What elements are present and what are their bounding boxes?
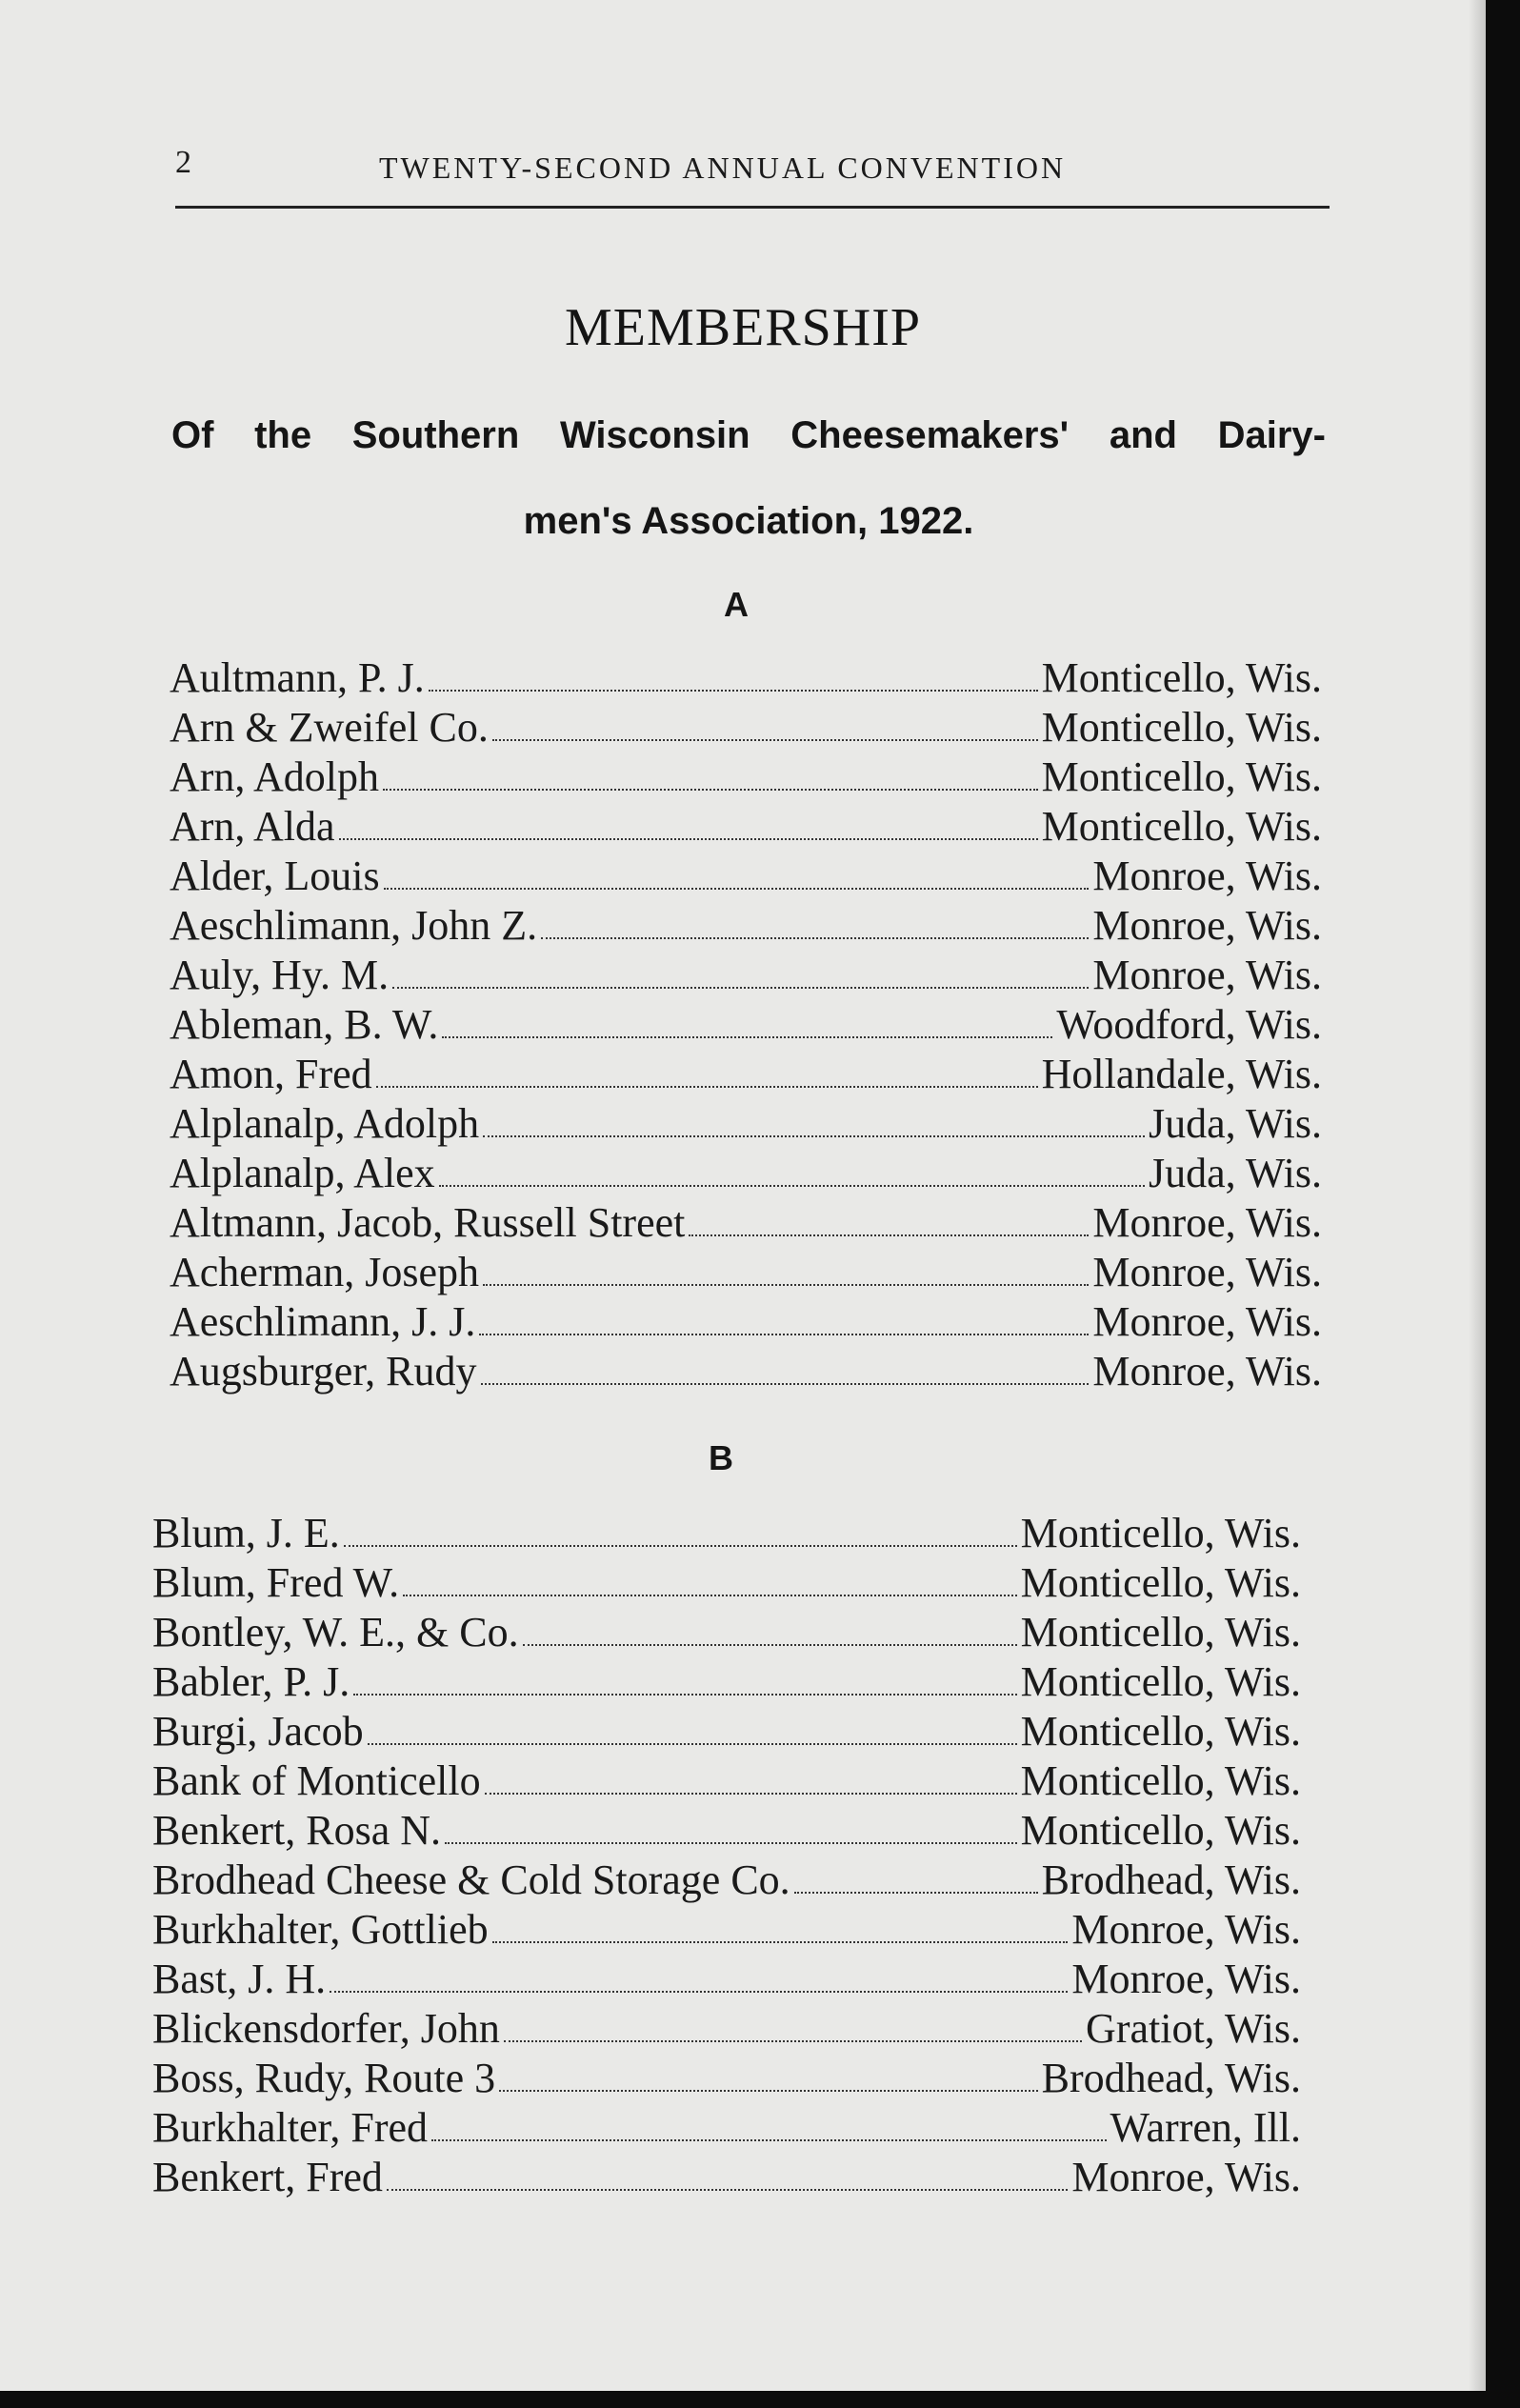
subtitle-line-2: men's Association, 1922. (523, 500, 974, 542)
dot-leader (485, 1793, 1017, 1795)
member-place: Monticello, Wis. (1041, 803, 1322, 850)
member-place: Juda, Wis. (1149, 1150, 1322, 1196)
member-place: Monroe, Wis. (1092, 902, 1322, 949)
member-place: Monroe, Wis. (1092, 952, 1322, 998)
member-place: Monticello, Wis. (1020, 1708, 1301, 1755)
member-name: Benkert, Fred (152, 2154, 383, 2200)
member-name: Arn, Adolph (170, 753, 379, 800)
list-item (152, 2103, 1301, 2153)
list-item (170, 852, 1322, 901)
list-item (170, 1297, 1322, 1347)
member-name: Benkert, Rosa N. (152, 1807, 442, 1854)
dot-leader (403, 1595, 1016, 1596)
member-name: Boss, Rudy, Route 3 (152, 2055, 496, 2101)
member-name: Aultmann, P. J. (170, 654, 425, 701)
member-name: Blum, Fred W. (152, 1559, 400, 1606)
dot-leader (353, 1694, 1016, 1696)
member-place: Monroe, Wis. (1071, 2154, 1301, 2200)
list-item (152, 1608, 1301, 1657)
member-place: Monroe, Wis. (1092, 853, 1322, 899)
member-place: Monticello, Wis. (1020, 1559, 1301, 1606)
dot-leader (344, 1545, 1017, 1547)
member-name: Babler, P. J. (152, 1658, 350, 1705)
list-item (170, 653, 1322, 703)
member-name: Alplanalp, Alex (170, 1150, 435, 1196)
list-item (170, 1000, 1322, 1050)
member-place: Brodhead, Wis. (1041, 2055, 1301, 2101)
dot-leader (387, 2189, 1068, 2191)
page-subtitle (171, 392, 1326, 564)
member-place: Woodford, Wis. (1056, 1001, 1322, 1048)
list-item (170, 1347, 1322, 1396)
member-name: Bontley, W. E., & Co. (152, 1609, 519, 1656)
member-place: Monticello, Wis. (1020, 1658, 1301, 1705)
member-name: Blum, J. E. (152, 1510, 340, 1556)
member-place: Monroe, Wis. (1092, 1199, 1322, 1246)
dot-leader (429, 690, 1038, 692)
header-rule (175, 206, 1330, 209)
member-name: Burkhalter, Fred (152, 2104, 429, 2151)
dot-leader (492, 739, 1038, 741)
member-name: Ableman, B. W. (170, 1001, 439, 1048)
member-name: Bank of Monticello (152, 1757, 481, 1804)
section-letter-a: A (724, 585, 749, 624)
dot-leader (445, 1842, 1017, 1844)
member-name: Burkhalter, Gottlieb (152, 1906, 489, 1953)
member-name: Auly, Hy. M. (170, 952, 390, 998)
member-name: Blickensdorfer, John (152, 2005, 500, 2052)
subtitle-line-1: Of the Southern Wisconsin Cheesemakers' and Dairy- (171, 414, 1326, 456)
member-place: Monroe, Wis. (1092, 1348, 1322, 1395)
member-name: Aeschlimann, John Z. (170, 902, 538, 949)
dot-leader (523, 1644, 1017, 1646)
dot-leader (689, 1234, 1089, 1236)
list-item (152, 1707, 1301, 1756)
member-name: Augsburger, Rudy (170, 1348, 477, 1395)
list-item (152, 2004, 1301, 2054)
section-a-list (170, 653, 1322, 1396)
list-item (170, 1099, 1322, 1149)
dot-leader (499, 2090, 1037, 2092)
dot-leader (376, 1086, 1038, 1088)
dot-leader (392, 987, 1089, 989)
member-place: Warren, Ill. (1110, 2104, 1301, 2151)
dot-leader (383, 789, 1038, 791)
list-item (152, 1657, 1301, 1707)
dot-leader (442, 1036, 1052, 1038)
list-item (170, 1248, 1322, 1297)
list-item (152, 1856, 1301, 1905)
member-name: Alder, Louis (170, 853, 380, 899)
list-item (170, 951, 1322, 1000)
list-item (152, 2054, 1301, 2103)
dot-leader (339, 838, 1038, 840)
list-item (152, 1756, 1301, 1806)
member-place: Monticello, Wis. (1020, 1757, 1301, 1804)
page-title: MEMBERSHIP (564, 298, 922, 357)
member-place: Monticello, Wis. (1041, 753, 1322, 800)
member-place: Monroe, Wis. (1092, 1249, 1322, 1295)
list-item (170, 703, 1322, 752)
member-name: Amon, Fred (170, 1051, 372, 1097)
member-place: Monticello, Wis. (1020, 1609, 1301, 1656)
member-name: Arn, Alda (170, 803, 335, 850)
member-name: Acherman, Joseph (170, 1249, 480, 1295)
dot-leader (479, 1334, 1089, 1335)
dot-leader (330, 1991, 1068, 1993)
member-name: Aeschlimann, J. J. (170, 1298, 476, 1345)
page-header (175, 145, 1328, 194)
list-item (170, 901, 1322, 951)
list-item (152, 1509, 1301, 1558)
list-item (152, 1806, 1301, 1856)
member-place: Hollandale, Wis. (1041, 1051, 1322, 1097)
member-name: Brodhead Cheese & Cold Storage Co. (152, 1856, 790, 1903)
list-item (170, 802, 1322, 852)
dot-leader (483, 1135, 1145, 1137)
dot-leader (794, 1892, 1038, 1894)
dot-leader (483, 1284, 1089, 1286)
list-item (170, 1149, 1322, 1198)
list-item (152, 1905, 1301, 1955)
dot-leader (541, 937, 1089, 939)
dot-leader (384, 888, 1090, 890)
member-name: Bast, J. H. (152, 1956, 327, 2002)
list-item (170, 1050, 1322, 1099)
dot-leader (481, 1383, 1090, 1385)
member-place: Monroe, Wis. (1071, 1906, 1301, 1953)
member-place: Monticello, Wis. (1020, 1510, 1301, 1556)
list-item (152, 1558, 1301, 1608)
member-place: Gratiot, Wis. (1086, 2005, 1301, 2052)
member-name: Arn & Zweifel Co. (170, 704, 489, 751)
member-name: Alplanalp, Adolph (170, 1100, 480, 1147)
member-place: Juda, Wis. (1149, 1100, 1322, 1147)
section-letter-b: B (709, 1438, 733, 1477)
running-title: TWENTY-SECOND ANNUAL CONVENTION (379, 150, 1067, 185)
member-name: Altmann, Jacob, Russell Street (170, 1199, 686, 1246)
dot-leader (439, 1185, 1145, 1187)
member-place: Monroe, Wis. (1092, 1298, 1322, 1345)
member-place: Monticello, Wis. (1020, 1807, 1301, 1854)
list-item (152, 1955, 1301, 2004)
dot-leader (504, 2040, 1082, 2042)
dot-leader (431, 2139, 1106, 2141)
member-name: Burgi, Jacob (152, 1708, 364, 1755)
member-place: Monticello, Wis. (1041, 654, 1322, 701)
member-place: Brodhead, Wis. (1041, 1856, 1301, 1903)
member-place: Monroe, Wis. (1071, 1956, 1301, 2002)
dot-leader (368, 1743, 1017, 1745)
list-item (152, 2153, 1301, 2202)
list-item (170, 752, 1322, 802)
section-b-list (152, 1509, 1301, 2202)
list-item (170, 1198, 1322, 1248)
member-place: Monticello, Wis. (1041, 704, 1322, 751)
page-number: 2 (175, 145, 192, 180)
dot-leader (492, 1941, 1069, 1943)
